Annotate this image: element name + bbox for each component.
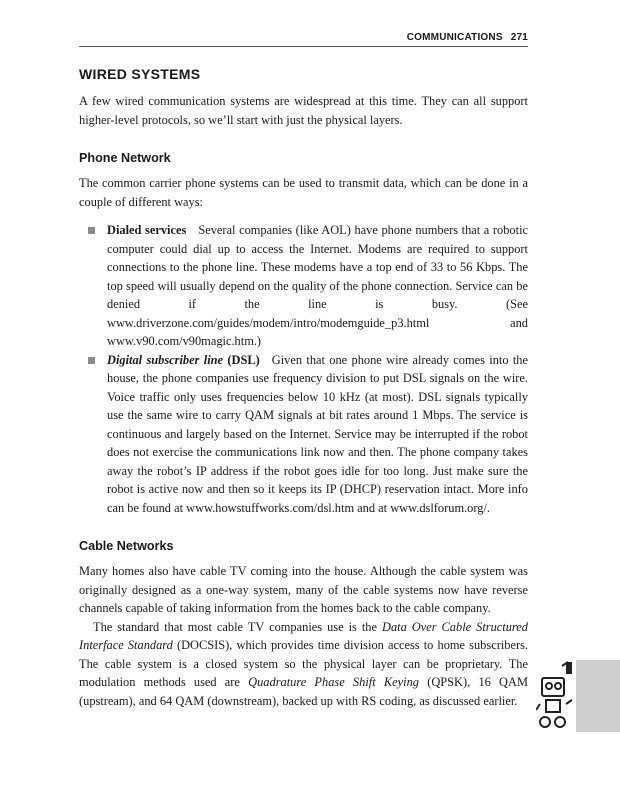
list-item-dialed-services <box>107 221 528 351</box>
page-body <box>79 62 528 710</box>
running-head <box>79 32 528 47</box>
cable-networks-heading: Cable Networks <box>79 539 174 553</box>
cable-p2-text-3: (QPSK), 16 QAM (upstream), and 64 QAM (downstream), backed up with RS coding, as discussed earlier. <box>79 675 528 708</box>
phone-network-heading: Phone Network <box>79 151 171 165</box>
phone-intro-paragraph: The common carrier phone systems can be used to transmit data, which can be done in a couple of different ways: <box>79 176 528 209</box>
term-dsl: Digital subscriber line <box>107 352 224 367</box>
running-head-section: COMMUNICATIONS <box>406 32 503 43</box>
bullet-square-icon <box>88 357 95 364</box>
robot-icon <box>536 660 576 732</box>
phone-options-list <box>79 221 528 517</box>
cable-paragraph-1: Many homes also have cable TV coming into the house. Although the cable system was originally designed as a one-way system, many of the cable systems now have reverse channels capable of taking information from the homes back to the cable company. <box>79 564 528 615</box>
cable-paragraph-2 <box>79 618 528 711</box>
section-title: WIRED SYSTEMS <box>79 66 201 82</box>
qpsk-term: Quadrature Phase Shift Keying <box>248 675 419 689</box>
page-number: 271 <box>510 32 528 43</box>
term-dsl-abbrev: (DSL) <box>227 352 260 367</box>
docsis-term: Data Over Cable Structured Interface Standard <box>79 619 528 652</box>
cable-p2-text-2: (DOCSIS), which provides time division access to home subscribers. The cable system is a closed system so the physical layer can be proprietary. The modulation methods used are <box>79 638 529 689</box>
term-dialed-services: Dialed services <box>107 223 187 237</box>
dsl-text: Given that one phone wire already comes into the house, the phone companies use frequency division to put DSL signals on the wire. Voice traffic only uses frequencies below 10 kHz (at most). DSL signals typically use the same wire to carry QAM signals at bit rates around 1 Mbps. The service is continuous and largely based on the Internet. Service may be interrupted if the robot does not exercise the communications link now and then. The phone company takes away the robot’s IP address if the robot goes idle for too long. Just make sure the robot is active now and then so it keeps its IP (DHCP) reservation intact. More info can be found at www.howstuffworks.com/dsl.htm and at www.dslforum.org/. <box>107 352 528 515</box>
intro-paragraph: A few wired communication systems are widespread at this time. They can all support higher-level protocols, so we’ll start with just the physical layers. <box>79 94 528 127</box>
bullet-square-icon <box>88 227 95 234</box>
cable-p2-text-1: The standard that most cable TV companies use is the <box>93 619 382 634</box>
dialed-services-text: Several companies (like AOL) have phone numbers that a robotic computer could dial up to access the Internet. Modems are required to support connections to the phone line. These modems have a top end of 33 to 56 Kbps. The top speed will usually depend on the quality of the phone connection. Service can be denied if the line is busy. (See www.driverzone.com/guides/modem/intro/modemguide_p3.html and www.v90.com/v90magic.htm.) <box>107 223 529 348</box>
list-item-dsl <box>107 351 528 518</box>
